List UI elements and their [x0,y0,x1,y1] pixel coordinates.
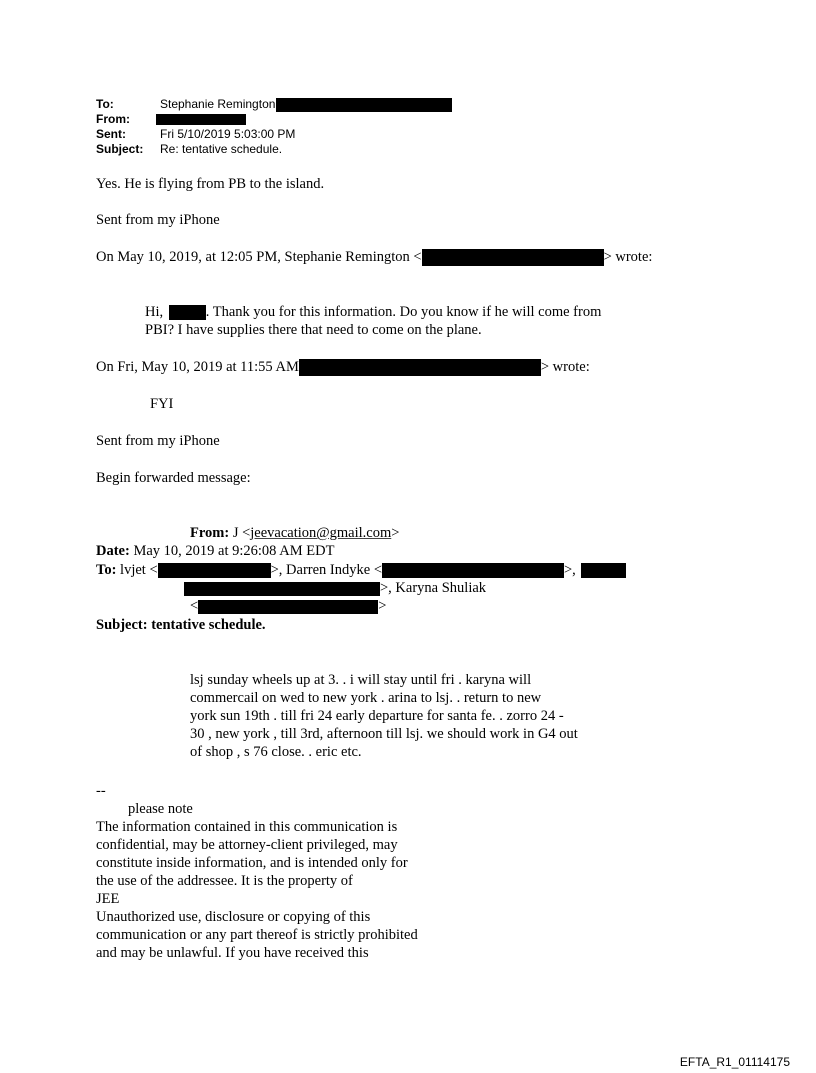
disclaimer-line: communication or any part thereof is strictly prohibited [96,927,418,943]
header-from-label: From: [96,112,130,126]
header-sent-label: Sent: [96,127,126,141]
disclaimer-dashes: -- [96,783,106,799]
bates-number: EFTA_R1_01114175 [679,1055,790,1069]
reply-text: Yes. He is flying from PB to the island. [96,176,325,192]
message-line: 30 , new york , till 3rd, afternoon till lsj. we should work in G4 out [190,726,578,742]
forward-to-row-3: < > [190,598,387,614]
quote2-fyi: FYI [150,396,174,412]
message-line: commercail on wed to new york . arina to lsj. . return to new [190,690,542,706]
forward-from-row: From: J <jeevacation@gmail.com> [190,525,400,541]
header-sent-value: Fri 5/10/2019 5:03:00 PM [160,127,296,141]
forward-to-row: To: lvjet < >, Darren Indyke < >, [96,561,626,579]
quote1-line1: Hi, . Thank you for this information. Do you know if he will come from [145,304,602,320]
header-subject-value: Re: tentative schedule. [160,142,283,156]
redaction-box [299,359,541,376]
redaction-box [422,249,604,266]
quote1-line2: PBI? I have supplies there that need to come on the plane. [145,322,482,338]
forwarded-label: Begin forwarded message: [96,470,251,486]
disclaimer-line: confidential, may be attorney-client privileged, may [96,837,398,853]
forward-from-email-link[interactable]: jeevacation@gmail.com [250,525,392,541]
forward-to-label: To: [96,562,117,578]
header-to-label: To: [96,97,114,111]
message-line: lsj sunday wheels up at 3. . i will stay until fri . karyna will [190,672,532,688]
redaction-box [156,114,246,125]
redaction-box [382,563,564,578]
forward-subject-value: tentative schedule. [151,617,266,633]
forward-date-row [96,542,334,560]
redaction-box [198,600,378,614]
message-line: of shop , s 76 close. . eric etc. [190,744,362,760]
disclaimer-please-note: please note [128,801,193,817]
disclaimer-line: the use of the addressee. It is the property of [96,873,353,889]
forward-date-value: May 10, 2019 at 9:26:08 AM EDT [133,543,335,559]
reply-signature: Sent from my iPhone [96,212,220,228]
disclaimer-line: The information contained in this communication is [96,819,398,835]
redaction-box [276,98,452,112]
forward-date-label: Date: [96,543,130,559]
forward-message-body [190,671,578,761]
disclaimer-line: Unauthorized use, disclosure or copying of this [96,909,371,925]
forward-subject-label: Subject: [96,617,148,633]
disclaimer-body [96,818,418,962]
message-line: york sun 19th . till fri 24 early departure for santa fe. . zorro 24 - [190,708,564,724]
redaction-box [158,563,271,578]
header-to-value: Stephanie Remington [160,97,276,111]
forward-to-row-2: >, Karyna Shuliak [184,579,486,597]
disclaimer-line: and may be unlawful. If you have received this [96,945,369,961]
disclaimer-line: JEE [96,891,120,907]
quote2-intro: On Fri, May 10, 2019 at 11:55 AM > wrote: [96,359,590,375]
redaction-box [169,305,206,320]
redaction-box [184,582,380,596]
quote2-signature: Sent from my iPhone [96,433,220,449]
redaction-box [581,563,626,578]
forward-from-label: From: [190,525,230,541]
quote1-intro: On May 10, 2019, at 12:05 PM, Stephanie Remington < > wrote: [96,249,653,265]
forward-subject-row [96,616,266,634]
disclaimer-line: constitute inside information, and is intended only for [96,855,408,871]
header-subject-label: Subject: [96,142,144,156]
